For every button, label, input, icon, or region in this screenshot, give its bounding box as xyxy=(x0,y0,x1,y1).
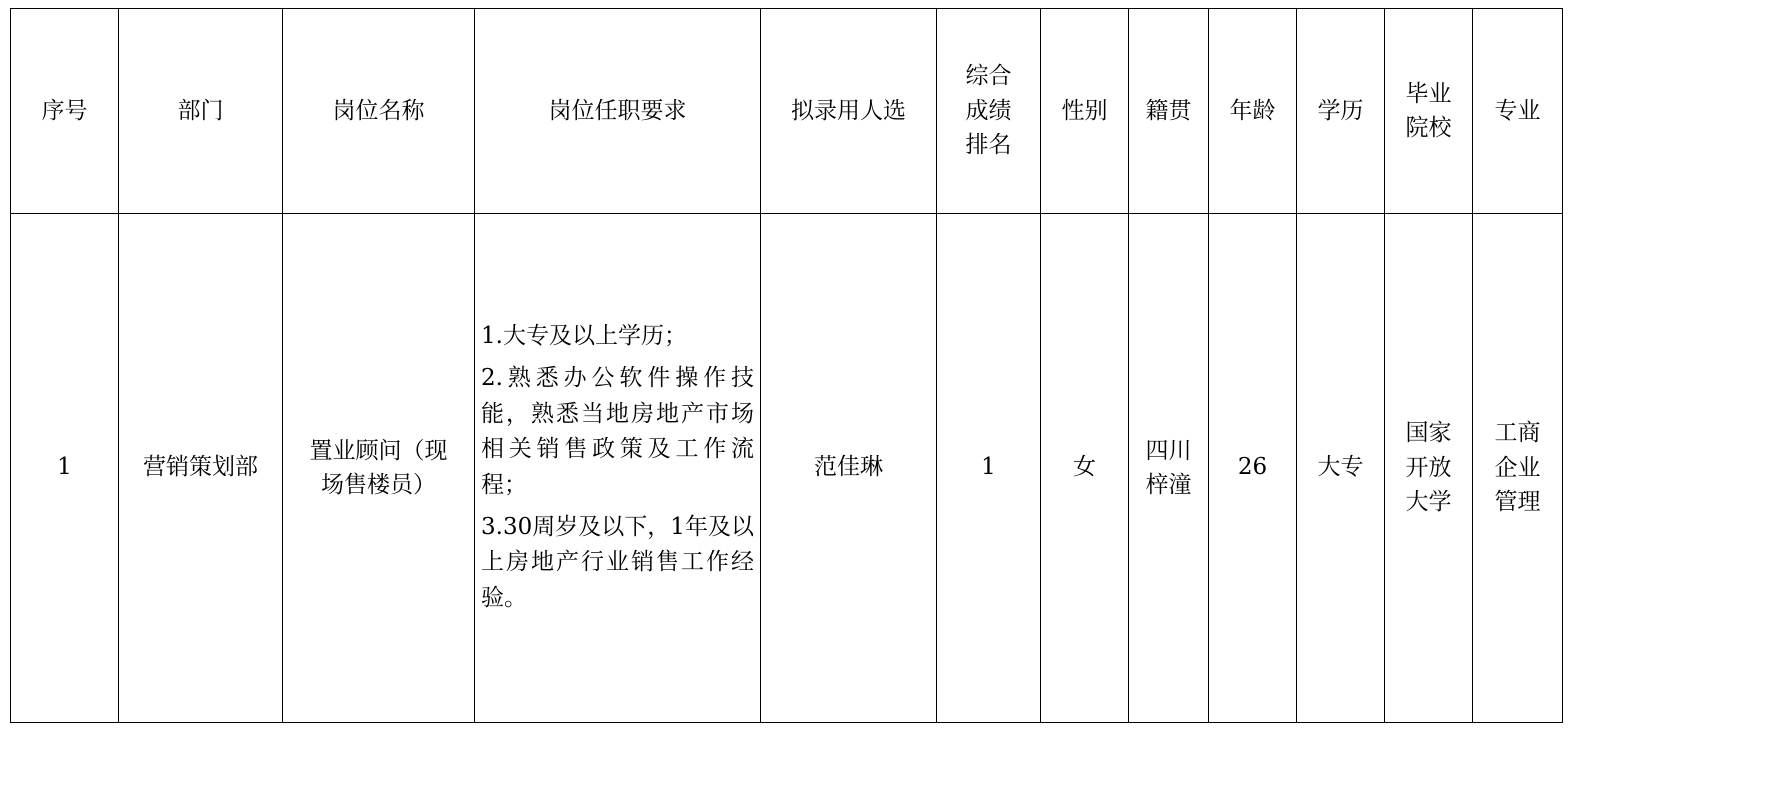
cell-line: 四川 xyxy=(1145,437,1192,464)
cell-line: 管理 xyxy=(1494,489,1541,516)
header-label-school xyxy=(1391,77,1466,146)
cell-line: 工商 xyxy=(1494,420,1541,447)
header-cell-native-place xyxy=(1129,9,1209,214)
header-label-major xyxy=(1479,94,1556,129)
recruitment-table xyxy=(10,8,1563,723)
cell-line: 大学 xyxy=(1405,489,1452,516)
table-body xyxy=(11,214,1563,723)
header-line: 排名 xyxy=(965,132,1012,159)
header-cell-education xyxy=(1297,9,1385,214)
table-row xyxy=(11,214,1563,723)
header-cell-age xyxy=(1209,9,1297,214)
cell-major xyxy=(1473,214,1563,723)
table-header-row xyxy=(11,9,1563,214)
cell-school-lines xyxy=(1391,416,1466,520)
cell-line: 国家 xyxy=(1405,420,1452,447)
requirement-item: 1.大专及以上学历； xyxy=(481,323,687,350)
cell-candidate: 范佳琳 xyxy=(761,214,937,723)
header-line: 年龄 xyxy=(1229,97,1276,124)
header-label-native-place xyxy=(1135,94,1202,129)
requirement-item: 2.熟悉办公软件操作技能，熟悉当地房地产市场相关销售政策及工作流程； xyxy=(481,365,754,498)
header-label-post xyxy=(289,94,468,129)
cell-line: 场售楼员） xyxy=(321,472,436,498)
header-label-age xyxy=(1215,94,1290,129)
cell-line: 企业 xyxy=(1494,454,1541,481)
cell-post xyxy=(283,214,475,723)
header-cell-post xyxy=(283,9,475,214)
header-label-rank xyxy=(943,59,1034,163)
header-label-seq xyxy=(17,94,112,129)
cell-line: 开放 xyxy=(1405,454,1452,481)
header-line: 籍贯 xyxy=(1145,97,1192,124)
header-label-candidate xyxy=(767,94,930,129)
cell-requirements xyxy=(475,214,761,723)
header-line: 学历 xyxy=(1317,97,1364,124)
header-cell-major xyxy=(1473,9,1563,214)
cell-post-lines xyxy=(289,434,468,503)
table-header xyxy=(11,9,1563,214)
header-cell-candidate xyxy=(761,9,937,214)
header-line: 拟录用人选 xyxy=(791,97,906,124)
cell-rank: 1 xyxy=(937,214,1041,723)
header-cell-school xyxy=(1385,9,1473,214)
cell-seq: 1 xyxy=(11,214,119,723)
cell-age: 26 xyxy=(1209,214,1297,723)
header-cell-rank xyxy=(937,9,1041,214)
header-cell-dept xyxy=(119,9,283,214)
header-cell-requirements xyxy=(475,9,761,214)
header-line: 专业 xyxy=(1494,97,1541,124)
header-line: 岗位任职要求 xyxy=(548,97,687,124)
header-line: 部门 xyxy=(177,97,224,124)
header-label-education xyxy=(1303,94,1378,129)
header-line: 成绩 xyxy=(965,97,1012,124)
header-cell-seq xyxy=(11,9,119,214)
cell-line: 置业顾问（现 xyxy=(309,437,448,464)
header-line: 毕业 xyxy=(1405,80,1452,107)
header-label-dept xyxy=(125,94,276,129)
requirement-item: 3.30周岁及以下，1年及以上房地产行业销售工作经验。 xyxy=(481,513,754,611)
cell-education: 大专 xyxy=(1297,214,1385,723)
cell-gender: 女 xyxy=(1041,214,1129,723)
cell-major-lines xyxy=(1479,416,1556,520)
cell-native-place xyxy=(1129,214,1209,723)
header-line: 序号 xyxy=(41,97,88,124)
header-label-gender xyxy=(1047,94,1122,129)
cell-school xyxy=(1385,214,1473,723)
header-line: 岗位名称 xyxy=(332,97,425,124)
cell-line: 梓潼 xyxy=(1145,472,1192,498)
header-label-requirements xyxy=(481,94,754,129)
cell-native-place-lines xyxy=(1135,434,1202,503)
header-line: 综合 xyxy=(965,63,1012,90)
cell-dept: 营销策划部 xyxy=(119,214,283,723)
header-line: 性别 xyxy=(1061,97,1108,124)
header-cell-gender xyxy=(1041,9,1129,214)
header-line: 院校 xyxy=(1405,115,1452,141)
